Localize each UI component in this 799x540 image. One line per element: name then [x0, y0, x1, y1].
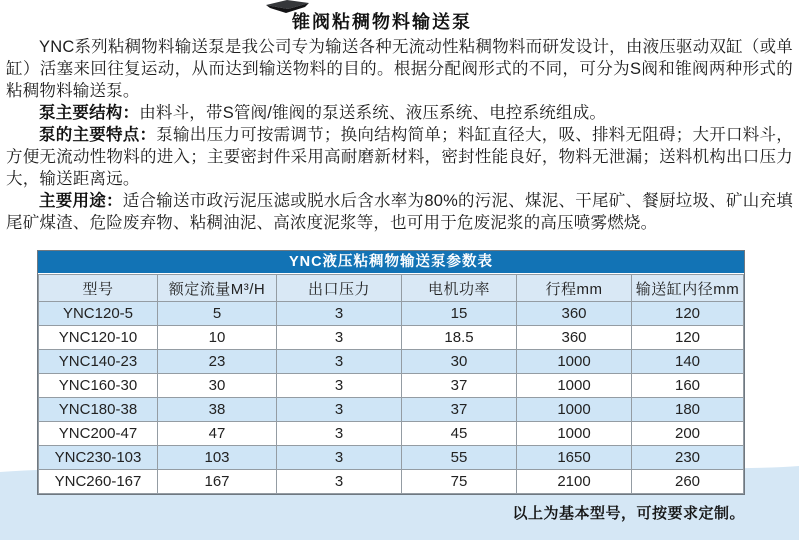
paragraph-lead-label: 主要用途： [39, 192, 123, 210]
table-column-header: 出口压力 [277, 275, 402, 302]
table-column-header: 输送缸内径mm [632, 275, 744, 302]
table-row [39, 398, 744, 422]
table-title-bar: YNC液压粘稠物输送泵参数表 [38, 251, 744, 274]
cell-stroke: 2100 [517, 470, 632, 494]
table-row [39, 350, 744, 374]
cell-rated-flow: 5 [158, 302, 277, 326]
table-column-header: 额定流量M³/H [158, 275, 277, 302]
parameter-table [37, 250, 745, 495]
paragraph-text: 由料斗，带S管阀/锥阀的泵送系统、液压系统、电控系统组成。 [139, 104, 607, 122]
cell-stroke: 360 [517, 326, 632, 350]
paragraph-text: YNC系列粘稠物料输送泵是我公司专为输送各种无流动性粘稠物料而研发设计，由液压驱动双缸（或单缸）活塞来回往复运动，从而达到输送物料的目的。根据分配阀形式的不同，可分为S阀和锥阀两种形式的粘稠物料输送泵。 [6, 38, 793, 100]
cell-model: YNC180-38 [39, 398, 158, 422]
cell-outlet-pressure: 3 [277, 470, 402, 494]
cell-cylinder-bore: 140 [632, 350, 744, 374]
cell-cylinder-bore: 120 [632, 302, 744, 326]
cell-motor-power: 15 [402, 302, 517, 326]
cell-stroke: 1000 [517, 398, 632, 422]
cell-model: YNC120-10 [39, 326, 158, 350]
cell-motor-power: 30 [402, 350, 517, 374]
cell-outlet-pressure: 3 [277, 398, 402, 422]
cell-cylinder-bore: 120 [632, 326, 744, 350]
cell-rated-flow: 10 [158, 326, 277, 350]
cell-motor-power: 45 [402, 422, 517, 446]
cell-rated-flow: 103 [158, 446, 277, 470]
cell-model: YNC120-5 [39, 302, 158, 326]
cell-motor-power: 37 [402, 398, 517, 422]
cell-stroke: 1000 [517, 350, 632, 374]
cell-cylinder-bore: 260 [632, 470, 744, 494]
table-header-row [39, 275, 744, 302]
cell-outlet-pressure: 3 [277, 446, 402, 470]
paragraph-text: 适合输送市政污泥压滤或脱水后含水率为80%的污泥、煤泥、干尾矿、餐厨垃圾、矿山充填尾矿煤渣、危险废弃物、粘稠油泥、高浓度泥浆等，也可用于危废泥浆的高压喷雾燃烧。 [6, 192, 793, 232]
table-row [39, 422, 744, 446]
paragraph-text: 泵输出压力可按需调节；换向结构简单；料缸直径大，吸、排料无阻碍；大开口料斗，方便无流动性物料的进入；主要密封件采用高耐磨新材料，密封性能良好，物料无泄漏；送料机构出口压力大，输送距离远。 [6, 126, 793, 188]
table-body [39, 302, 744, 494]
cell-stroke: 1650 [517, 446, 632, 470]
cell-cylinder-bore: 180 [632, 398, 744, 422]
cell-rated-flow: 38 [158, 398, 277, 422]
table-row [39, 302, 744, 326]
cell-model: YNC230-103 [39, 446, 158, 470]
body-paragraph [6, 190, 793, 234]
cell-outlet-pressure: 3 [277, 350, 402, 374]
cell-model: YNC260-167 [39, 470, 158, 494]
body-text-block [6, 36, 793, 234]
cell-stroke: 1000 [517, 374, 632, 398]
table-row [39, 446, 744, 470]
cell-model: YNC140-23 [39, 350, 158, 374]
table-footnote: 以上为基本型号，可按要求定制。 [512, 505, 745, 522]
table-row [39, 326, 744, 350]
cell-outlet-pressure: 3 [277, 422, 402, 446]
paragraph-lead-label: 泵主要结构： [39, 104, 140, 122]
cell-rated-flow: 167 [158, 470, 277, 494]
cell-rated-flow: 47 [158, 422, 277, 446]
cell-stroke: 360 [517, 302, 632, 326]
body-paragraph [6, 36, 793, 102]
cell-outlet-pressure: 3 [277, 302, 402, 326]
table-row [39, 470, 744, 494]
cell-model: YNC160-30 [39, 374, 158, 398]
cell-cylinder-bore: 160 [632, 374, 744, 398]
cell-rated-flow: 30 [158, 374, 277, 398]
cell-stroke: 1000 [517, 422, 632, 446]
cell-motor-power: 18.5 [402, 326, 517, 350]
table-column-header: 电机功率 [402, 275, 517, 302]
table-column-header: 型号 [39, 275, 158, 302]
cell-rated-flow: 23 [158, 350, 277, 374]
cell-outlet-pressure: 3 [277, 374, 402, 398]
table-column-header: 行程mm [517, 275, 632, 302]
page-title: 锥阀粘稠物料输送泵 [292, 12, 472, 32]
paragraph-lead-label: 泵的主要特点： [39, 126, 157, 144]
cell-cylinder-bore: 200 [632, 422, 744, 446]
body-paragraph [6, 124, 793, 190]
cell-motor-power: 75 [402, 470, 517, 494]
cell-motor-power: 55 [402, 446, 517, 470]
cell-cylinder-bore: 230 [632, 446, 744, 470]
cell-motor-power: 37 [402, 374, 517, 398]
cell-model: YNC200-47 [39, 422, 158, 446]
table-row [39, 374, 744, 398]
cropped-photo-fragment-icon [258, 0, 314, 16]
body-paragraph [6, 102, 793, 124]
cell-outlet-pressure: 3 [277, 326, 402, 350]
